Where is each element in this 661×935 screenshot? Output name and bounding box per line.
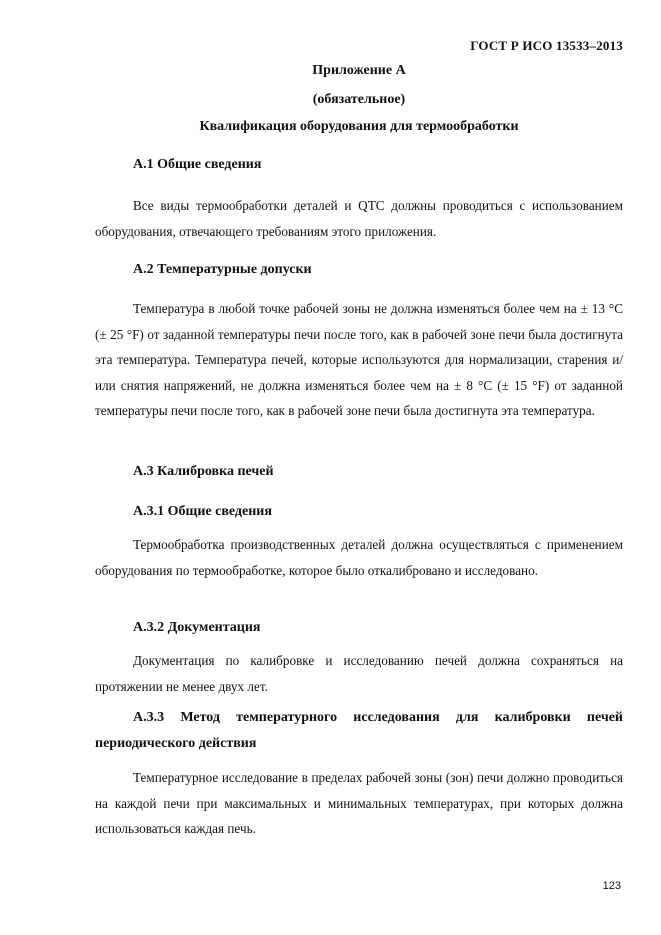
section-a33-text: Температурное исследование в пределах рабочей зоны (зон) печи должно проводиться на каждой печи при максимальных и минимальных температурах, при которых должна использоваться каждая печь.: [95, 770, 623, 837]
section-a32-heading: А.3.2 Документация: [133, 620, 261, 635]
section-a1-heading: А.1 Общие сведения: [133, 157, 262, 172]
annex-title: Приложение А: [312, 63, 406, 78]
annex-subject: Квалификация оборудования для термообработки: [199, 119, 519, 134]
section-a2-heading: А.2 Температурные допуски: [133, 262, 312, 277]
standard-designation: ГОСТ Р ИСО 13533–2013: [470, 38, 623, 53]
section-a31-text: Термообработка производственных деталей должна осуществляться с применением оборудования по термообработке, которое было откалибровано и исследовано.: [95, 537, 623, 578]
section-a2-text: Температура в любой точке рабочей зоны не должна изменяться более чем на ± 13 °С (± 25 °F) от заданной температуры печи после того, как в рабочей зоне печи была достигнута эта температура. Температура печей, которые используются для нормализации, старения и/или снятия напряжений, не должна изменяться более чем на ± 8 °С (± 15 °F) от заданной температуры печи после того, как в рабочей зоне печи была достигнута эта температура.: [95, 301, 623, 419]
annex-status: (обязательное): [312, 92, 406, 107]
page-number: 123: [602, 880, 621, 892]
section-a33-heading: А.3.3 Метод температурного исследования для калибровки печей периодического действия: [95, 710, 623, 751]
section-a31-heading: А.3.1 Общие сведения: [133, 504, 272, 519]
section-a32-text: Документация по калибровке и исследованию печей должна сохраняться на протяжении не менее двух лет.: [95, 653, 623, 694]
section-a1-text: Все виды термообработки деталей и QTC должны проводиться с использованием оборудования, отвечающего требованиям этого приложения.: [95, 198, 623, 239]
section-a3-heading: А.3 Калибровка печей: [133, 464, 274, 479]
